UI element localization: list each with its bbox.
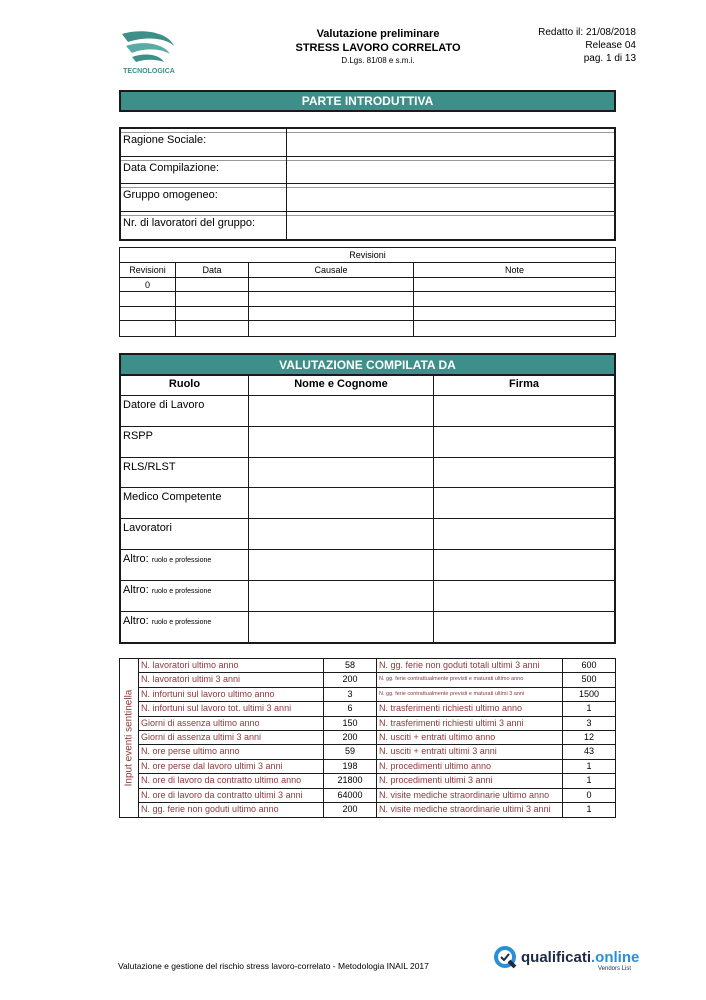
table-cell[interactable] (120, 307, 176, 321)
role-label: Datore di Lavoro (121, 396, 249, 426)
table-row (120, 278, 615, 293)
sentinel-row (139, 673, 615, 687)
table-cell[interactable] (249, 307, 414, 321)
sentinel-row (139, 659, 615, 673)
indicator-value[interactable]: 150 (324, 717, 377, 730)
compiled-by-table (119, 374, 616, 644)
brand-subtitle: Vendors List (597, 966, 631, 972)
info-value-field[interactable] (287, 157, 614, 184)
indicator-value[interactable]: 43 (583, 746, 594, 757)
indicator-value[interactable]: 3 (586, 717, 592, 728)
section-intro-header: PARTE INTRODUTTIVA (119, 90, 616, 112)
indicator-label: N. lavoratori ultimi 3 anni (139, 673, 324, 686)
sentinel-row (139, 803, 615, 817)
role-label: Lavoratori (121, 519, 249, 549)
table-cell[interactable] (249, 321, 414, 336)
sentinel-events-table (119, 658, 616, 818)
col-header: Causale (249, 263, 414, 277)
indicator-value[interactable]: 59 (324, 745, 377, 758)
indicator-label: N. ore di lavoro da contratto ultimo anno (139, 774, 324, 787)
indicator-label: N. ore perse dal lavoro ultimi 3 anni (139, 760, 324, 773)
info-row (121, 184, 614, 212)
compiled-row (121, 550, 614, 581)
indicator-label: N. lavoratori ultimo anno (139, 659, 324, 672)
role-label: Medico Competente (121, 488, 249, 518)
indicator-value[interactable]: 1 (586, 803, 592, 814)
signature-field[interactable] (434, 396, 614, 426)
signature-field[interactable] (434, 612, 614, 643)
table-cell[interactable] (249, 278, 414, 292)
sentinel-row (139, 688, 615, 702)
info-label: Nr. di lavoratori del gruppo: (121, 212, 287, 240)
name-field[interactable] (249, 458, 434, 488)
indicator-value[interactable]: 1 (586, 775, 592, 786)
info-value-field[interactable] (287, 184, 614, 211)
compiled-row (121, 612, 614, 643)
doc-release: Release 04 (585, 40, 636, 51)
compiled-row (121, 458, 614, 489)
table-row (120, 307, 615, 322)
indicator-label: N. procedimenti ultimo anno (377, 760, 563, 773)
indicator-value[interactable]: 1 (586, 760, 592, 771)
revisions-table (119, 247, 616, 337)
table-cell[interactable] (414, 307, 615, 321)
table-cell[interactable]: 0 (120, 278, 176, 292)
svg-text:TECNOLOGICA: TECNOLOGICA (123, 68, 175, 75)
indicator-label: N. procedimenti ultimi 3 anni (377, 774, 563, 787)
table-cell[interactable] (249, 292, 414, 306)
doc-date: Redatto il: 21/08/2018 (538, 27, 636, 38)
role-label: RLS/RLST (121, 458, 249, 488)
revisions-header-row (120, 263, 615, 278)
brand-q-icon (494, 946, 518, 970)
indicator-label: N. ore perse ultimo anno (139, 745, 324, 758)
info-label: Ragione Sociale: (121, 129, 287, 156)
indicator-value[interactable]: 1500 (578, 688, 600, 699)
brand-name: qualificati.online (521, 949, 640, 966)
signature-field[interactable] (434, 488, 614, 518)
table-cell[interactable] (414, 278, 615, 292)
indicator-value[interactable]: 64000 (324, 789, 377, 802)
indicator-label: N. gg. ferie non goduti totali ultimi 3 anni (377, 659, 563, 672)
doc-title: Valutazione preliminare (316, 28, 440, 40)
indicator-value[interactable]: 500 (581, 674, 597, 685)
col-header-role: Ruolo (121, 374, 249, 395)
signature-field[interactable] (434, 519, 614, 549)
sentinel-row (139, 745, 615, 759)
info-row (121, 212, 614, 240)
role-label: Altro: ruolo e professione (121, 612, 249, 643)
info-label: Gruppo omogeneo: (121, 184, 287, 211)
section-compiled-header: VALUTAZIONE COMPILATA DA (119, 353, 616, 376)
indicator-value[interactable]: 12 (583, 731, 594, 742)
col-header: Note (504, 265, 524, 275)
indicator-value[interactable]: 6 (324, 702, 377, 715)
compiled-row (121, 396, 614, 427)
sentinel-row (139, 717, 615, 731)
indicator-label: Giorni di assenza ultimo anno (139, 717, 324, 730)
signature-field[interactable] (434, 427, 614, 457)
indicator-label: N. gg. ferie contrattualmente previsti e maturati ultimi 3 anni (377, 688, 563, 701)
sentinel-row (139, 789, 615, 803)
name-field[interactable] (249, 396, 434, 426)
col-header-name: Nome e Cognome (249, 374, 434, 395)
sentinel-row (139, 774, 615, 788)
doc-law-ref: D.Lgs. 81/08 e s.m.i. (341, 56, 415, 65)
info-row (121, 157, 614, 185)
compiled-row (121, 488, 614, 519)
col-header: Revisioni (120, 263, 176, 277)
signature-field[interactable] (434, 550, 614, 580)
col-header: Data (176, 263, 249, 277)
doc-subtitle: STRESS LAVORO CORRELATO (295, 42, 461, 54)
indicator-label: N. gg. ferie non goduti ultimo anno (139, 803, 324, 817)
brand-logo (494, 946, 639, 976)
table-cell[interactable] (176, 292, 249, 306)
role-label: RSPP (121, 427, 249, 457)
info-label: Data Compilazione: (121, 157, 287, 184)
sentinel-row (139, 760, 615, 774)
compiled-header-row (121, 374, 614, 396)
table-cell[interactable] (414, 292, 615, 306)
indicator-value[interactable]: 21800 (324, 774, 377, 787)
indicator-value[interactable]: 1 (586, 703, 592, 714)
name-field[interactable] (249, 612, 434, 643)
table-cell[interactable] (120, 292, 176, 306)
table-cell[interactable] (176, 278, 249, 292)
table-row (120, 321, 615, 336)
footer-text: Valutazione e gestione del rischio stress lavoro-correlato - Metodologia INAIL 2017 (118, 961, 429, 971)
indicator-label: N. ore di lavoro da contratto ultimi 3 anni (139, 789, 324, 802)
col-header-signature: Firma (509, 378, 539, 390)
signature-field[interactable] (434, 581, 614, 611)
role-label: Altro: ruolo e professione (121, 550, 249, 580)
table-row (120, 292, 615, 307)
name-field[interactable] (249, 427, 434, 457)
compiled-row (121, 581, 614, 612)
sentinel-row (139, 731, 615, 745)
indicator-label: N. gg. ferie contrattualmente previsti e maturati ultimo anno (377, 673, 563, 686)
info-value-field[interactable] (287, 129, 614, 156)
company-logo (116, 26, 182, 78)
sentinel-row (139, 702, 615, 716)
indicator-label: N. usciti + entrati ultimi 3 anni (377, 745, 563, 758)
indicator-label: N. trasferimenti richiesti ultimo anno (377, 702, 563, 715)
compiled-row (121, 427, 614, 458)
document-meta (538, 26, 636, 65)
indicator-label: Giorni di assenza ultimi 3 anni (139, 731, 324, 744)
indicator-value[interactable]: 200 (324, 803, 377, 817)
indicator-label: N. visite mediche straordinarie ultimi 3 anni (377, 803, 563, 817)
signature-field[interactable] (434, 458, 614, 488)
sentinel-rows (139, 659, 615, 817)
indicator-label: N. infortuni sul lavoro ultimo anno (139, 688, 324, 701)
name-field[interactable] (249, 519, 434, 549)
table-cell[interactable] (414, 321, 615, 336)
role-label: Altro: ruolo e professione (121, 581, 249, 611)
indicator-value[interactable]: 200 (324, 731, 377, 744)
table-cell[interactable] (176, 307, 249, 321)
info-row (121, 129, 614, 157)
indicator-value[interactable]: 198 (324, 760, 377, 773)
name-field[interactable] (249, 550, 434, 580)
table-cell[interactable] (120, 321, 176, 336)
indicator-label: N. usciti + entrati ultimo anno (377, 731, 563, 744)
indicator-value[interactable]: 58 (324, 659, 377, 672)
info-value-field[interactable] (287, 212, 614, 240)
indicator-label: N. visite mediche straordinarie ultimo anno (377, 789, 563, 802)
doc-page: pag. 1 di 13 (583, 53, 636, 64)
name-field[interactable] (249, 581, 434, 611)
indicator-value[interactable]: 0 (586, 789, 592, 800)
indicator-value[interactable]: 200 (324, 673, 377, 686)
indicator-label: N. infortuni sul lavoro tot. ultimi 3 anni (139, 702, 324, 715)
sentinel-side-label: Input eventi sentinella (120, 659, 139, 817)
revisions-caption: Revisioni (120, 248, 615, 263)
compiled-row (121, 519, 614, 550)
info-table (119, 127, 616, 241)
document-title-block (258, 28, 498, 66)
table-cell[interactable] (176, 321, 249, 336)
indicator-value[interactable]: 600 (581, 660, 597, 670)
indicator-label: N. trasferimenti richiesti ultimi 3 anni (377, 717, 563, 730)
name-field[interactable] (249, 488, 434, 518)
indicator-value[interactable]: 3 (324, 688, 377, 701)
